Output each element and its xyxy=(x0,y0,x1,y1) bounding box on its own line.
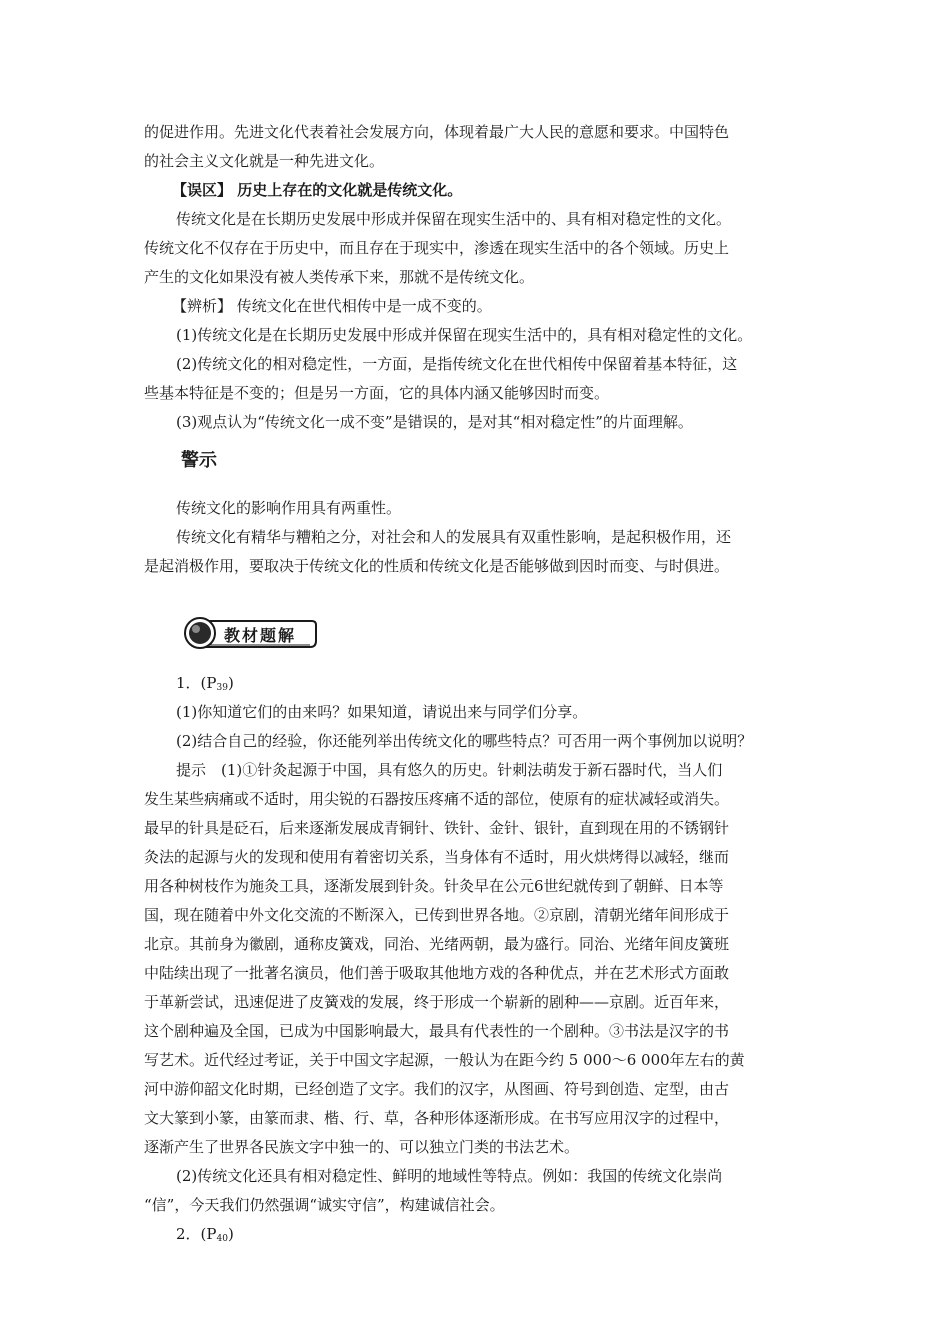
answer-line-5: 用各种树枝作为施灸工具，逐渐发展到针灸。针灸早在公元6世纪就传到了朝鲜、日本等 xyxy=(144,877,724,895)
analysis-point-2: (2)传统文化的相对稳定性，一方面，是指传统文化在世代相传中保留着基本特征，这 xyxy=(176,355,738,373)
answer-line-10: 这个剧种遍及全国，已成为中国影响最大，最具有代表性的一个剧种。③书法是汉字的书 xyxy=(144,1022,730,1040)
question-2-ref xyxy=(176,1224,234,1249)
answer-line-1: 提示 (1)①针灸起源于中国，具有悠久的历史。针刺法萌发于新石器时代，当人们 xyxy=(176,761,723,779)
answer-line-11: 写艺术。近代经过考证，关于中国文字起源，一般认为在距今约 5 000～6 000年左右的黄 xyxy=(144,1051,745,1069)
answer-line-12: 河中游仰韶文化时期，已经创造了文字。我们的汉字，从图画、符号到创造、定型，由古 xyxy=(144,1080,730,1098)
warning-title: 警示 xyxy=(181,450,217,471)
answer-line-14: 逐渐产生了世界各民族文字中独一的、可以独立门类的书法艺术。 xyxy=(144,1138,580,1156)
misconception-heading xyxy=(172,180,462,200)
question-2-number: 2．(P xyxy=(176,1225,217,1243)
answer2-line-2: “信”，今天我们仍然强调“诚实守信”，构建诚信社会。 xyxy=(144,1196,505,1214)
misconception-body-3: 产生的文化如果没有被人类传承下来，那就不是传统文化。 xyxy=(144,268,535,286)
misconception-body-2: 传统文化不仅存在于历史中，而且存在于现实中，渗透在现实生活中的各个领域。历史上 xyxy=(144,239,730,257)
misconception-body-1: 传统文化是在长期历史发展中形成并保留在现实生活中的、具有相对稳定性的文化。 xyxy=(176,210,732,228)
analysis-point-3: (3)观点认为“传统文化一成不变”是错误的，是对其“相对稳定性”的片面理解。 xyxy=(176,413,693,431)
question-1-item-1: (1)你知道它们的由来吗？如果知道，请说出来与同学们分享。 xyxy=(176,703,588,721)
analysis-label: 【辨析】 xyxy=(172,297,233,315)
misconception-title: 历史上存在的文化就是传统文化。 xyxy=(237,181,463,199)
analysis-heading xyxy=(172,296,492,316)
question-2-close: ) xyxy=(227,1225,234,1243)
answer-line-8: 中陆续出现了一批著名演员，他们善于吸取其他地方戏的各种优点，并在艺术形式方面敢 xyxy=(144,964,730,982)
question-2-page: 40 xyxy=(216,1234,228,1244)
answer-line-3: 最早的针具是砭石，后来逐渐发展成青铜针、铁针、金针、银针，直到现在用的不锈钢针 xyxy=(144,819,730,837)
misconception-label: 【误区】 xyxy=(172,181,233,199)
answer-line-4: 灸法的起源与火的发现和使用有着密切关系，当身体有不适时，用火烘烤得以减轻，继而 xyxy=(144,848,730,866)
intro-line-1: 的促进作用。先进文化代表着社会发展方向，体现着最广大人民的意愿和要求。中国特色 xyxy=(144,123,730,141)
warning-line-2: 传统文化有精华与糟粕之分，对社会和人的发展具有双重性影响，是起积极作用，还 xyxy=(176,528,732,546)
answer-line-2: 发生某些病痛或不适时，用尖锐的石器按压疼痛不适的部位，使原有的症状减轻或消失。 xyxy=(144,790,730,808)
question-1-item-2: (2)结合自己的经验，你还能列举出传统文化的哪些特点？可否用一两个事例加以说明？ xyxy=(176,732,753,750)
answer-line-9: 于革新尝试，迅速促进了皮簧戏的发展，终于形成一个崭新的剧种——京剧。近百年来， xyxy=(144,993,730,1011)
question-1-close: ) xyxy=(227,674,234,692)
warning-line-3: 是起消极作用，要取决于传统文化的性质和传统文化是否能够做到因时而变、与时俱进。 xyxy=(144,557,730,575)
textbook-banner-title: 教材题解 xyxy=(224,626,297,645)
analysis-title: 传统文化在世代相传中是一成不变的。 xyxy=(236,297,492,315)
question-1-number: 1．(P xyxy=(176,674,217,692)
analysis-point-1: (1)传统文化是在长期历史发展中形成并保留在现实生活中的，具有相对稳定性的文化。 xyxy=(176,326,753,344)
answer-line-6: 国，现在随着中外文化交流的不断深入，已传到世界各地。②京剧，清朝光绪年间形成于 xyxy=(144,906,730,924)
analysis-point-2-cont: 些基本特征是不变的；但是另一方面，它的具体内涵又能够因时而变。 xyxy=(144,384,610,402)
answer-line-7: 北京。其前身为徽剧，通称皮簧戏，同治、光绪两朝，最为盛行。同治、光绪年间皮簧班 xyxy=(144,935,730,953)
warning-line-1: 传统文化的影响作用具有两重性。 xyxy=(176,499,402,517)
answer-line-13: 文大篆到小篆，由篆而隶、楷、行、草，各种形体逐渐形成。在书写应用汉字的过程中， xyxy=(144,1109,730,1127)
question-1-ref xyxy=(176,673,234,698)
question-1-page: 39 xyxy=(216,683,228,693)
answer2-line-1: (2)传统文化还具有相对稳定性、鲜明的地域性等特点。例如：我国的传统文化崇尚 xyxy=(176,1167,723,1185)
intro-line-2: 的社会主义文化就是一种先进文化。 xyxy=(144,152,385,170)
